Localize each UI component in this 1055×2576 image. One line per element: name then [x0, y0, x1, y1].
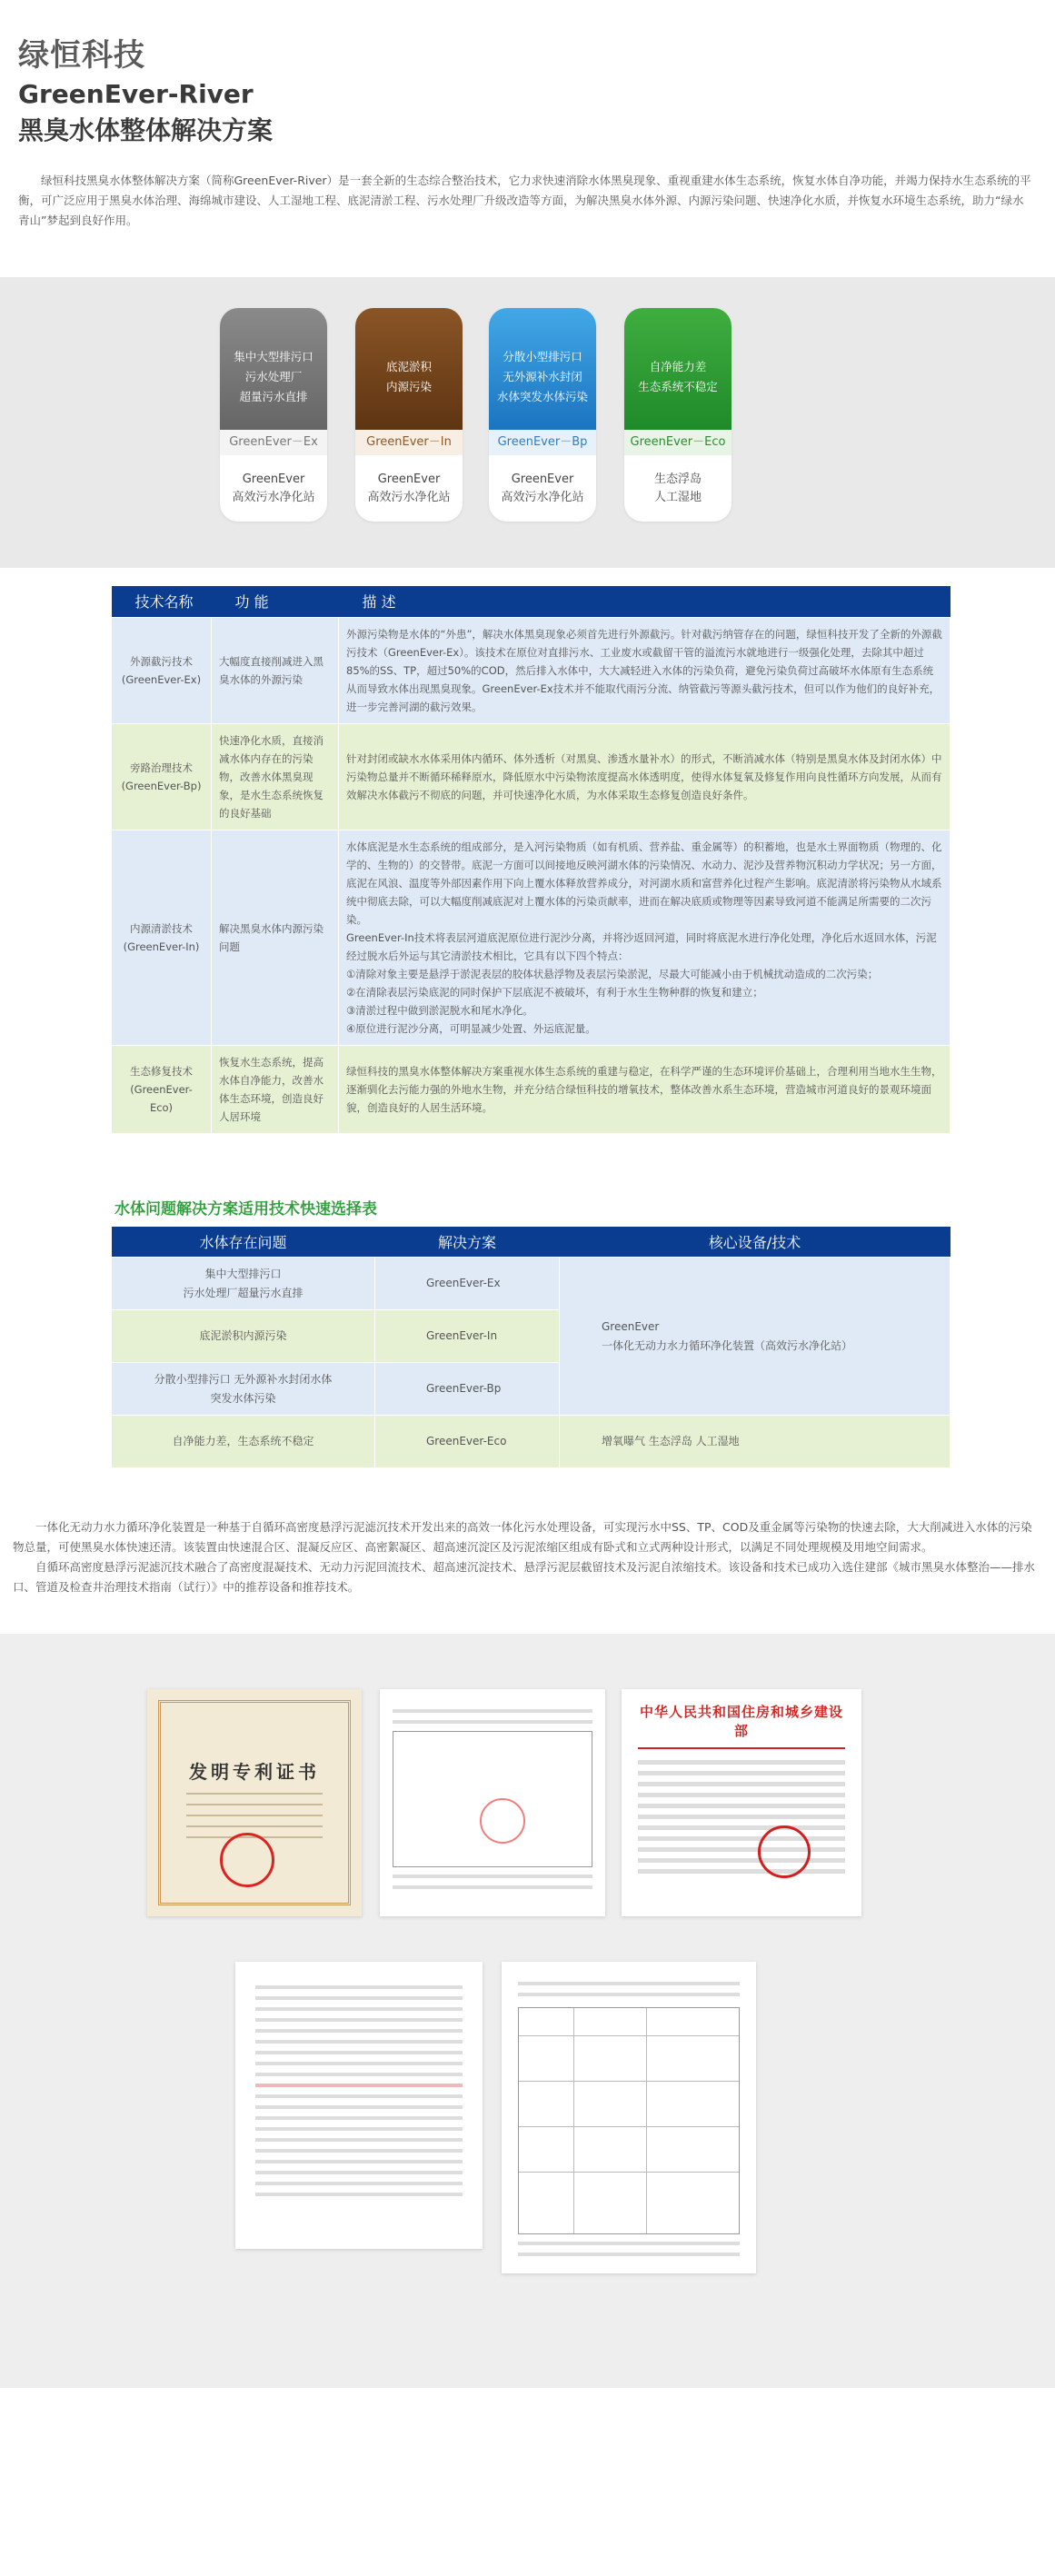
tech-function: 恢复水生态系统，提高水体自净能力，改善水体生态环境，创造良好人居环境 [212, 1045, 339, 1133]
card-eco-problem: 自净能力差 生态系统不稳定 [624, 308, 732, 430]
problem-cell: 底泥淤积内源污染 [112, 1310, 375, 1363]
col-header: 核心设备/技术 [560, 1227, 950, 1258]
description-paragraph: 一体化无动力水力循环净化装置是一种基于自循环高密度悬浮污泥滤沉技术开发出来的高效一体化污水处理设备，可实现污水中SS、TP、COD及重金属等污染物的快速去除，大大削减进入水体的污染物总量，可使黑臭水体快速还清。该装置由快速混合区、混凝反应区、高密絮凝区、超高速沉淀区及污泥浓缩区组成有卧式和立式两种设计形式，以满足不同处理规模及用地空间需求。 [13, 1520, 1032, 1554]
solution-cell: GreenEver-Eco [375, 1416, 560, 1468]
card-eco-solution: 生态浮岛 人工湿地 [653, 472, 702, 504]
ministry-header: 中华人民共和国住房和城乡建设部 [639, 1704, 843, 1739]
table-row [112, 1416, 950, 1468]
patent-certificate-image [147, 1689, 362, 1916]
card-in-code: GreenEver－In [355, 430, 463, 455]
tech-description: 外源污染物是水体的“外患”，解决水体黑臭现象必须首先进行外源截污。针对截污纳管存在的问题，绿恒科技开发了全新的外源截污技术（GreenEver-Ex）。该技术在原位对直排污水、工业废水或截留干管的溢流污水就地进行一级强化处理，去除其中超过85%的SS、TP，超过50%的COD，然后排入水体中，大大减轻进入水体的污染负荷，避免污染负荷过高破坏水体原有生态系统从而导致水体出现黑臭现象。GreenEver-Ex技术并不能取代雨污分流、纳管截污等源头截污技术，但可以作为他们的良好补充，进一步完善河湖的截污效果。 [339, 617, 950, 723]
table-row [112, 1045, 950, 1133]
red-seal-icon [220, 1833, 274, 1887]
problem-cell: 自净能力差，生态系统不稳定 [112, 1416, 375, 1468]
tech-name: 生态修复技术 (GreenEver-Eco) [112, 1045, 212, 1133]
card-bp-problem: 分散小型排污口 无外源补水封闭 水体突发水体污染 [489, 308, 596, 430]
problem-cell: 分散小型排污口 无外源补水封闭水体 突发水体污染 [112, 1363, 375, 1416]
col-header: 水体存在问题 [112, 1227, 375, 1258]
solution-cell: GreenEver-In [375, 1310, 560, 1363]
table-header-row [112, 586, 950, 617]
col-header: 解决方案 [375, 1227, 560, 1258]
product-subtitle: 黑臭水体整体解决方案 [18, 115, 274, 145]
card-ex-code: GreenEver－Ex [220, 430, 327, 455]
tech-description: 水体底泥是水生态系统的组成部分，是入河污染物质（如有机质、营养盐、重金属等）的积蓄地，也是水土界面物质（物理的、化学的、生物的）的交替带。底泥一方面可以间接地反映河湖水体的污染情况、水动力、泥沙及营养物沉积动力学状况；另一方面，底泥在风浪、温度等外部因素作用下向上覆水体释放营养成分，对河湖水质和富营养化过程产生影响。底泥清淤将污染物从水域系统中彻底去除，可以大幅度削减底泥对上覆水体的污染贡献率，进而在解决底质或物理等因素导致河道不能满足所需要的二次污染。 GreenEver-In技术将表层河道底泥原位进行泥沙分离，并将沙返回河道，同时将底泥水进行净化处理，净化后水返回水体，污泥经过脱水后外运与其它清淤技术相比，它具有以下四个特点： ①清除对象主要是悬浮于淤泥表层的胶体状悬浮物及表层污染淤泥，尽最大可能减小由于机械扰动造成的二次污染； ②在清除表层污染底泥的同时保护下层底泥不被破坏，有利于水生生物种群的恢复和建立； ③清淤过程中做到淤泥脱水和尾水净化。 ④原位进行泥沙分离，可明显减少处置、外运底泥量。 [339, 830, 950, 1045]
tech-function: 大幅度直接削减进入黑臭水体的外源污染 [212, 617, 339, 723]
tech-name: 旁路治理技术 (GreenEver-Bp) [112, 723, 212, 830]
card-in-problem: 底泥淤积 内源污染 [355, 308, 463, 430]
core-equipment-cell: 增氧曝气 生态浮岛 人工湿地 [560, 1416, 950, 1468]
tables-section [0, 568, 1055, 1468]
intro-paragraph: 绿恒科技黑臭水体整体解决方案（简称GreenEver-River）是一套全新的生态综合整治技术，它力求快速消除水体黑臭现象、重视重建水体生态系统，恢复水体自净功能，并竭力保持水生态系统的平衡，可广泛应用于黑臭水体治理、海绵城市建设、人工湿地工程、底泥清淤工程、污水处理厂升级改造等方面，为解决黑臭水体外源、内源污染问题、快速净化水质，并恢复水环境生态系统，助力“绿水青山”梦起到良好作用。 [18, 174, 1031, 227]
table-row [112, 723, 950, 830]
card-ex-solution: GreenEver 高效污水净化站 [232, 472, 315, 504]
certificates-section [0, 1634, 1055, 2388]
tech-function: 解决黑臭水体内源污染问题 [212, 830, 339, 1045]
table-row [112, 1258, 950, 1310]
card-in [355, 308, 463, 522]
card-ex [220, 308, 327, 522]
table-header-row [112, 1227, 950, 1258]
col-header: 描 述 [339, 586, 950, 617]
table-row [112, 617, 950, 723]
solution-cell: GreenEver-Ex [375, 1258, 560, 1310]
card-bp [489, 308, 596, 522]
unit-list-image [235, 1962, 483, 2249]
red-seal-icon [480, 1798, 525, 1844]
col-header: 技术名称 [112, 586, 212, 617]
product-name: GreenEver-River [18, 79, 254, 109]
tech-name: 外源截污技术 (GreenEver-Ex) [112, 617, 212, 723]
patent-title: 发明专利证书 [189, 1761, 320, 1783]
technology-list-image [502, 1962, 756, 2273]
card-eco [624, 308, 732, 522]
card-bp-solution: GreenEver 高效污水净化站 [501, 472, 584, 504]
description-paragraph: 自循环高密度悬浮污泥滤沉技术融合了高密度混凝技术、无动力污泥回流技术、超高速沉淀技术、悬浮污泥层截留技术及污泥自浓缩技术。该设备和技术已成功入选住建部《城市黑臭水体整治——排水口、管道及检查井治理技术指南（试行）》中的推荐设备和推荐技术。 [13, 1560, 1036, 1594]
card-bp-code: GreenEver－Bp [489, 430, 596, 455]
core-equipment-cell: GreenEver 一体化无动力水力循环净化装置（高效污水净化站） [560, 1258, 950, 1416]
col-header: 功 能 [212, 586, 339, 617]
card-in-solution: GreenEver 高效污水净化站 [367, 472, 451, 504]
ministry-notice-image [622, 1689, 861, 1916]
card-eco-code: GreenEver－Eco [624, 430, 732, 455]
tech-name: 内源清淤技术 (GreenEver-In) [112, 830, 212, 1045]
page-title: 绿恒科技 [18, 37, 145, 74]
selection-table [111, 1227, 950, 1469]
solution-cell: GreenEver-Bp [375, 1363, 560, 1416]
technology-table [111, 586, 950, 1134]
card-ex-problem: 集中大型排污口 污水处理厂 超量污水直排 [220, 308, 327, 430]
problem-cell: 集中大型排污口 污水处理厂超量污水直排 [112, 1258, 375, 1310]
red-seal-icon [758, 1825, 811, 1878]
tech-description: 绿恒科技的黑臭水体整体解决方案重视水体生态系统的重建与稳定，在科学严谨的生态环境评价基础上，合理利用当地水生生物，逐渐驯化去污能力强的外地水生物，并充分结合绿恒科技的增氧技术，整体改善水系生态环境，营造城市河道良好的景观环境面貌，创造良好的人居生活环境。 [339, 1045, 950, 1133]
table-row [112, 830, 950, 1045]
tech-function: 快速净化水质，直接消减水体内存在的污染物，改善水体黑臭现象，是水生态系统恢复的良好基础 [212, 723, 339, 830]
selection-table-title: 水体问题解决方案适用技术快速选择表 [114, 1199, 377, 1218]
hero-section [0, 0, 1055, 277]
tech-description: 针对封闭或缺水水体采用体内循环、体外透析（对黑臭、渗透水量补水）的形式，不断消减水体（特别是黑臭水体及封闭水体）中污染物总量并不断循环稀释原水，降低原水中污染物浓度提高水体透明度，使得水体复氧及修复作用向良性循环方向发展，从而有效解决水体截污不彻底的问题，并可快速净化水质，为水体采取生态修复创造良好条件。 [339, 723, 950, 830]
device-description [0, 1517, 1055, 1597]
patent-document-image [380, 1689, 605, 1916]
solution-cards-band [0, 277, 1055, 568]
